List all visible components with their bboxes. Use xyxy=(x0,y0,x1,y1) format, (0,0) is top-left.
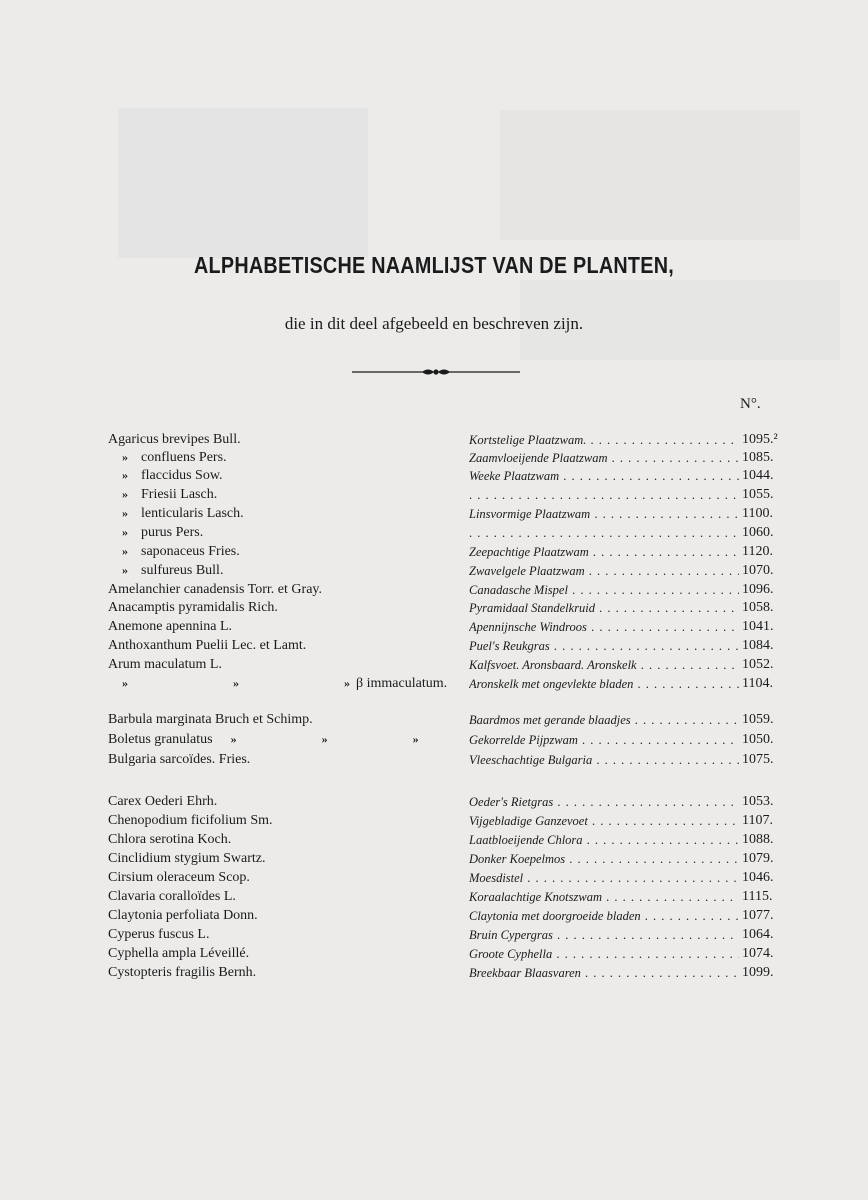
plate-number: 1041. xyxy=(742,619,774,634)
plate-number: 1070. xyxy=(742,563,774,578)
common-name: Bruin Cypergras . . . xyxy=(469,928,739,943)
list-item xyxy=(0,619,868,638)
list-item xyxy=(0,889,868,908)
plate-number: 1084. xyxy=(742,638,774,653)
list-item xyxy=(0,450,868,469)
common-name: Puel's Reukgras . . . xyxy=(469,639,739,654)
list-item xyxy=(0,946,868,965)
plate-number: 1064. xyxy=(742,927,774,942)
list-item xyxy=(0,851,868,870)
scientific-name xyxy=(122,525,203,541)
common-name: Zwavelgele Plaatzwam . . . xyxy=(469,564,739,579)
plate-number: 1059. xyxy=(742,712,774,727)
plate-number: 1096. xyxy=(742,582,774,597)
list-item xyxy=(0,582,868,601)
plate-number: 1074. xyxy=(742,946,774,961)
plate-number: 1058. xyxy=(742,600,774,615)
scientific-name-text: Anthoxanthum Puelii Lec. et Lamt. xyxy=(108,638,307,653)
scientific-name-text: Clavaria coralloïdes L. xyxy=(108,889,236,904)
scientific-name xyxy=(108,712,313,728)
scientific-name xyxy=(122,468,223,484)
list-item xyxy=(0,870,868,889)
list-item xyxy=(0,794,868,813)
ditto-mark: » xyxy=(122,544,128,558)
list-item xyxy=(0,468,868,487)
common-name xyxy=(469,488,739,503)
common-name: Groote Cyphella . . . xyxy=(469,947,739,962)
scientific-name-text: Cinclidium stygium Swartz. xyxy=(108,851,266,866)
bleed-through-block xyxy=(118,108,368,258)
scientific-name xyxy=(108,851,266,867)
common-name xyxy=(469,526,739,541)
scientific-name-text: Barbula marginata Bruch et Schimp. xyxy=(108,712,313,727)
scientific-name-text: β immaculatum. xyxy=(356,676,448,691)
plate-number: 1085. xyxy=(742,450,774,465)
scientific-name xyxy=(108,946,249,962)
plate-number: 1100. xyxy=(742,506,773,521)
common-name: Laatbloeijende Chlora . . . xyxy=(469,833,739,848)
plate-number: 1055. xyxy=(742,487,774,502)
common-name: Kortstelige Plaatzwam. . . . xyxy=(469,433,739,448)
scientific-name-text: purus Pers. xyxy=(141,525,204,540)
common-name: Claytonia met doorgroeide bladen . . . xyxy=(469,909,739,924)
scientific-name xyxy=(108,832,231,848)
list-item xyxy=(0,965,868,984)
common-name: Pyramidaal Standelkruid . . . xyxy=(469,601,739,616)
bleed-through-block xyxy=(500,110,800,240)
list-item xyxy=(0,487,868,506)
common-name: Linsvormige Plaatzwam . . . xyxy=(469,507,739,522)
scientific-name xyxy=(108,732,419,748)
scientific-name-text: Chlora serotina Koch. xyxy=(108,832,232,847)
common-name: Gekorrelde Pijpzwam . . . xyxy=(469,733,739,748)
scientific-name-text: Amelanchier canadensis Torr. et Gray. xyxy=(108,582,322,597)
common-name: Apennijnsche Windroos . . . xyxy=(469,620,739,635)
list-item xyxy=(0,832,868,851)
common-name: Moesdistel . . . xyxy=(469,871,739,886)
list-item xyxy=(0,525,868,544)
scientific-name-text: flaccidus Sow. xyxy=(141,468,223,483)
scientific-name xyxy=(122,506,244,522)
scientific-name xyxy=(108,813,273,829)
scientific-name-text: Cyphella ampla Léveillé. xyxy=(108,946,250,961)
scientific-name xyxy=(108,638,306,654)
ditto-marks: » » » xyxy=(230,732,419,746)
common-name: Vleeschachtige Bulgaria . . . xyxy=(469,753,739,768)
common-name: Baardmos met gerande blaadjes . . . xyxy=(469,713,739,728)
plate-number: 1079. xyxy=(742,851,774,866)
common-name: Donker Koepelmos . . . xyxy=(469,852,739,867)
common-name: Vijgebladige Ganzevoet . . . xyxy=(469,814,739,829)
plate-number: 1099. xyxy=(742,965,774,980)
page-subtitle: die in dit deel afgebeeld en beschreven zijn. xyxy=(284,314,584,333)
scientific-name xyxy=(122,563,223,579)
scientific-name-text: Boletus granulatus xyxy=(108,732,213,747)
plate-number: 1050. xyxy=(742,732,774,747)
plate-number: 1046. xyxy=(742,870,774,885)
ditto-mark: » xyxy=(122,525,128,539)
list-item xyxy=(0,544,868,563)
scientific-name-text: lenticularis Lasch. xyxy=(141,506,244,521)
scientific-name-text: Anemone apennina L. xyxy=(108,619,233,634)
scientific-name-text: Friesii Lasch. xyxy=(141,487,218,502)
scientific-name-text: Bulgaria sarcoïdes. Fries. xyxy=(108,752,251,767)
plate-number: 1095.² xyxy=(742,432,778,447)
common-name: Kalfsvoet. Aronsbaard. Aronskelk . . . xyxy=(469,658,739,673)
scientific-name xyxy=(108,794,217,810)
list-item xyxy=(0,506,868,525)
common-name: Aronskelk met ongevlekte bladen . . . xyxy=(469,677,739,692)
scientific-name xyxy=(108,889,236,905)
plate-number: 1115. xyxy=(742,889,773,904)
scientific-name-text: Anacamptis pyramidalis Rich. xyxy=(108,600,278,615)
list-item xyxy=(0,432,868,451)
scientific-name-text: Cystopteris fragilis Bernh. xyxy=(108,965,257,980)
list-item xyxy=(0,712,868,731)
list-item xyxy=(0,657,868,676)
scientific-name xyxy=(108,432,241,448)
common-name: Canadasche Mispel . . . xyxy=(469,583,739,598)
scientific-name xyxy=(122,676,447,692)
plate-number: 1060. xyxy=(742,525,774,540)
scientific-name-text: saponaceus Fries. xyxy=(141,544,240,559)
common-name: Zaamvloeijende Plaatzwam . . . xyxy=(469,451,739,466)
scientific-name-text: confluens Pers. xyxy=(141,450,227,465)
common-name: Oeder's Rietgras . . . xyxy=(469,795,739,810)
scientific-name xyxy=(122,487,217,503)
scientific-name xyxy=(108,908,258,924)
plate-number: 1120. xyxy=(742,544,773,559)
list-item xyxy=(0,676,868,695)
page-title: ALPHABETISCHE NAAMLIJST VAN DE PLANTEN, xyxy=(193,252,675,278)
list-item xyxy=(0,563,868,582)
number-column-header: N°. xyxy=(740,396,761,412)
list-item xyxy=(0,600,868,619)
ditto-marks: » » » xyxy=(122,676,350,690)
scientific-name xyxy=(108,619,232,635)
scientific-name-text: Chenopodium ficifolium Sm. xyxy=(108,813,273,828)
scientific-name-text: Arum maculatum L. xyxy=(108,657,222,672)
scientific-name xyxy=(122,544,240,560)
ditto-mark: » xyxy=(122,506,128,520)
list-item xyxy=(0,638,868,657)
list-item xyxy=(0,752,868,771)
scientific-name-text: Claytonia perfoliata Donn. xyxy=(108,908,258,923)
plate-number: 1044. xyxy=(742,468,774,483)
plate-number: 1107. xyxy=(742,813,773,828)
common-name: Breekbaar Blaasvaren . . . xyxy=(469,966,739,981)
scientific-name xyxy=(108,657,222,673)
list-item xyxy=(0,732,868,751)
common-name: Weeke Plaatzwam . . . xyxy=(469,469,739,484)
list-item xyxy=(0,927,868,946)
scientific-name-text: Cyperus fuscus L. xyxy=(108,927,210,942)
scientific-name-text: Cirsium oleraceum Scop. xyxy=(108,870,250,885)
common-name: Koraalachtige Knotszwam . . . xyxy=(469,890,739,905)
ditto-mark: » xyxy=(122,563,128,577)
plate-number: 1053. xyxy=(742,794,774,809)
ditto-mark: » xyxy=(122,487,128,501)
list-item xyxy=(0,813,868,832)
scientific-name xyxy=(108,870,250,886)
common-name: Zeepachtige Plaatzwam . . . xyxy=(469,545,739,560)
scientific-name-text: Agaricus brevipes Bull. xyxy=(108,432,241,447)
scientific-name xyxy=(108,927,210,943)
plate-number: 1075. xyxy=(742,752,774,767)
scientific-name-text: sulfureus Bull. xyxy=(141,563,224,578)
scientific-name xyxy=(108,965,256,981)
plate-number: 1052. xyxy=(742,657,774,672)
list-item xyxy=(0,908,868,927)
ornament-divider-icon xyxy=(352,366,520,378)
plate-number: 1088. xyxy=(742,832,774,847)
scientific-name-text: Carex Oederi Ehrh. xyxy=(108,794,218,809)
plate-number: 1104. xyxy=(742,676,773,691)
scientific-name xyxy=(108,752,250,768)
plate-number: 1077. xyxy=(742,908,774,923)
ditto-mark: » xyxy=(122,450,128,464)
scientific-name xyxy=(108,582,322,598)
scientific-name xyxy=(108,600,278,616)
ditto-mark: » xyxy=(122,468,128,482)
scientific-name xyxy=(122,450,227,466)
